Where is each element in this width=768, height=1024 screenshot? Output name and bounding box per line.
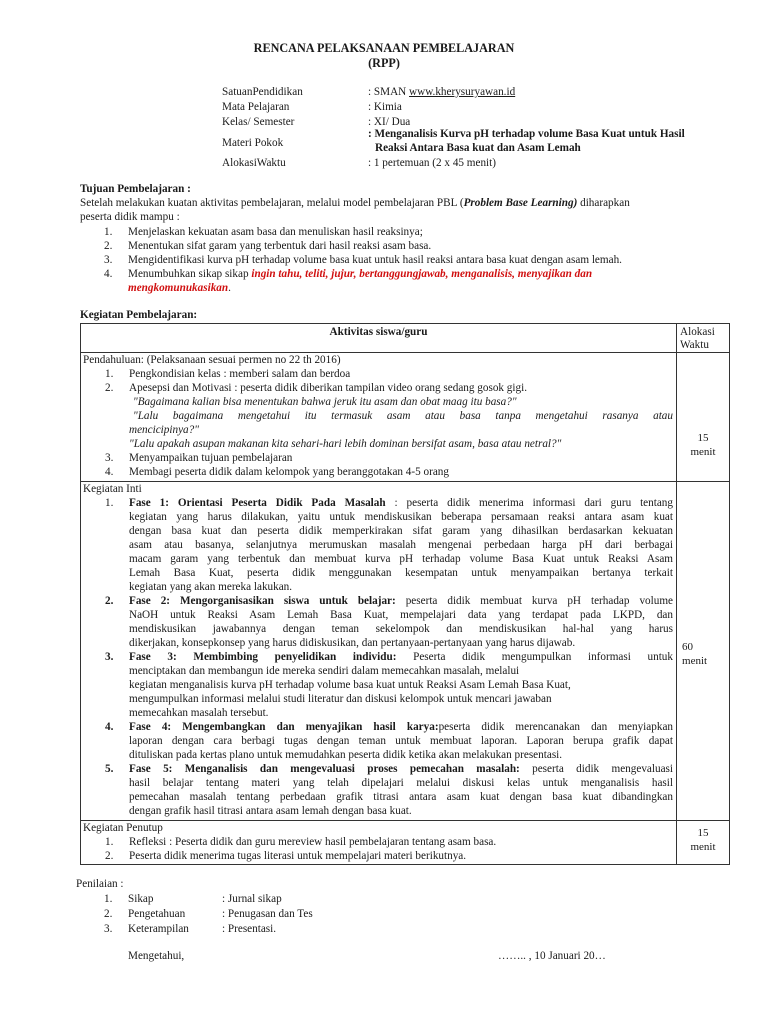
tujuan-item-red-text: ingin tahu, teliti, jujur, bertanggungjawab, menganalisis, menyajikan dan [251, 268, 593, 280]
tujuan-item-continued [128, 282, 231, 295]
fase-3-title: Fase 3: Membimbing penyelidikan individu: [129, 651, 397, 663]
cell-pendahuluan-time [677, 353, 730, 482]
activity-table [80, 323, 730, 865]
identity-value-materi-line1: : Menganalisis Kurva pH terhadap volume Basa Kuat untuk Hasil [368, 128, 685, 140]
pendahuluan-item: Pengkondisian kelas : memberi salam dan berdoa [129, 368, 351, 380]
identity-label-kelas: Kelas/ Semester [222, 116, 295, 128]
inti-title: Kegiatan Inti [83, 483, 142, 495]
penutup-item: Refleksi : Peserta didik dan guru mereview hasil pembelajaran tentang asam basa. [129, 836, 497, 848]
identity-value-materi-line2: Reaksi Antara Basa kuat dan Asam Lemah [375, 142, 581, 154]
identity-value-mapel: : Kimia [368, 101, 402, 113]
tujuan-intro-line2: peserta didik mampu : [80, 211, 180, 223]
penutup-title: Kegiatan Penutup [83, 822, 163, 834]
fase-5-line: dengan grafik hasil titrasi antara asam lemah dengan basa kuat. [129, 805, 412, 817]
penilaian-num: 2. [104, 908, 113, 920]
pendahuluan-title: Pendahuluan: (Pelaksanaan sesuai permen no 22 th 2016) [83, 354, 341, 366]
fase-5-title: Fase 5: Menganalisis dan mengevaluasi proses pemecahan masalah: [129, 763, 520, 775]
time-value: 15 [697, 432, 709, 444]
header-cell-activity [81, 324, 677, 353]
time-unit: menit [690, 446, 716, 458]
cell-inti-time [677, 482, 730, 821]
penilaian-num: 1. [104, 893, 113, 905]
list-number: 2. [105, 595, 114, 607]
tujuan-intro-model: Problem Base Learning) [463, 197, 578, 209]
tujuan-item: Menjelaskan kekuatan asam basa dan menuliskan hasil reaksinya; [128, 226, 423, 238]
fase-3-first-line [129, 651, 673, 664]
fase-1-line: kegiatan yang harus dilakukan, yaitu untuk mendiskusikan beberapa persamaan reaksi antara asam kuat [129, 511, 673, 523]
time-unit: menit [682, 655, 708, 667]
fase-4-text: peserta didik merencanakan dan menyiapkan [438, 721, 674, 733]
fase-1-line: macam garam yang terbentuk dan membuat kurva pH terhadap volume Basa Kuat untuk Reaksi Asam [129, 553, 673, 565]
fase-5-text: peserta didik mengevaluasi [519, 763, 674, 775]
list-number: 3. [105, 651, 114, 663]
time-unit: menit [690, 841, 716, 853]
tujuan-item [128, 268, 592, 281]
list-number: 2. [105, 850, 114, 862]
fase-3-line: menciptakan dan membangun ide mereka sendiri dalam memecahkan masalah, melalui [129, 665, 520, 677]
identity-label-mapel: Mata Pelajaran [222, 101, 290, 113]
list-number: 1. [105, 497, 114, 509]
time-value: 15 [697, 827, 709, 839]
pendahuluan-item: Membagi peserta didik dalam kelompok yang beranggotakan 4-5 orang [129, 466, 449, 478]
column-header-time-2: Waktu [680, 339, 709, 351]
pendahuluan-question: "Bagaimana kalian bisa menentukan bahwa jeruk itu asam dan obat maag itu basa?" [133, 396, 517, 408]
document-subtitle: (RPP) [368, 56, 400, 70]
pendahuluan-question-cont: mencicipinya?" [129, 424, 199, 436]
cell-pendahuluan [81, 353, 677, 482]
fase-4-line: laporan dengan cara berbagi tugas dengan teman untuk membuat laporan. Laporan berupa grafik dapat [129, 735, 673, 747]
fase-2-first-line [129, 595, 673, 608]
kegiatan-heading: Kegiatan Pembelajaran: [80, 309, 198, 321]
identity-label-alokasi: AlokasiWaktu [222, 157, 286, 169]
pendahuluan-question: "Lalu apakah asupan makanan kita sehari-hari lebih dominan bersifat asam, basa atau netral?" [129, 438, 562, 450]
identity-value-alokasi: : 1 pertemuan (2 x 45 menit) [368, 157, 497, 169]
list-number: 4. [105, 466, 114, 478]
penutup-item: Peserta didik menerima tugas literasi untuk mempelajari materi berikutnya. [129, 850, 467, 862]
penilaian-value: : Jurnal sikap [222, 893, 282, 905]
fase-2-text: peserta didik membuat kurva pH terhadap volume [395, 595, 673, 607]
fase-1-first-line [129, 497, 673, 510]
signature-date: …….. , 10 Januari 20… [498, 950, 606, 962]
pendahuluan-item: Apesepsi dan Motivasi : peserta didik diberikan tampilan video orang sedang gosok gigi. [129, 382, 528, 394]
time-value: 60 [682, 641, 694, 653]
identity-value-prefix: : SMAN [368, 86, 410, 98]
cell-penutup-time [677, 821, 730, 865]
list-number: 5. [105, 763, 114, 775]
cell-penutup [81, 821, 677, 865]
fase-4-title: Fase 4: Mengembangkan dan menyajikan hasil karya: [129, 721, 439, 733]
fase-5-line: pemecahan masalah tentang perbedaan grafik titrasi antara asam kuat dengan basa kuat dibandingkan [129, 791, 673, 803]
table-row-inti [81, 482, 730, 821]
table-row-penutup [81, 821, 730, 865]
tujuan-item-text: Menumbuhkan sikap sikap [128, 268, 252, 280]
identity-label-materi: Materi Pokok [222, 137, 284, 149]
tujuan-item: Menentukan sifat garam yang terbentuk dari hasil reaksi asam basa. [128, 240, 432, 252]
cell-inti [81, 482, 677, 821]
fase-3-text: Peserta didik mengumpulkan informasi untuk [396, 651, 673, 663]
document-title: RENCANA PELAKSANAAN PEMBELAJARAN [253, 41, 515, 55]
website-link[interactable]: www.kherysuryawan.id [409, 86, 516, 98]
list-number: 1. [105, 836, 114, 848]
tujuan-item-end: . [228, 282, 231, 294]
list-number: 2. [105, 382, 114, 394]
penilaian-label: Keterampilan [128, 923, 189, 935]
fase-3-line: memecahkan masalah tersebut. [129, 707, 269, 719]
penilaian-heading: Penilaian : [76, 878, 124, 890]
fase-3-line: kegiatan menganalisis kurva pH terhadap volume basa kuat untuk Reaksi Asam Lemah Basa Kuat, [129, 679, 571, 691]
fase-5-first-line [129, 763, 673, 776]
fase-4-first-line [129, 721, 673, 734]
table-header-row [81, 324, 730, 353]
list-number: 1. [105, 368, 114, 380]
pendahuluan-question: "Lalu bagaimana mengetahui itu termasuk asam atau basa tanpa mengetahui rasanya atau [133, 410, 673, 422]
fase-2-line: mendiskusikan jawabannya dengan teman sekelompok dan mendiskusikan hal-hal yang harus [129, 623, 673, 635]
tujuan-intro-line1 [80, 197, 630, 210]
identity-label-satuan: SatuanPendidikan [222, 86, 303, 98]
tujuan-item-red-text: mengkomunukasikan [128, 282, 229, 294]
list-number: 3. [105, 452, 114, 464]
fase-1-title: Fase 1: Orientasi Peserta Didik Pada Masalah [129, 497, 386, 509]
penilaian-value: : Penugasan dan Tes [222, 908, 313, 920]
penilaian-value: : Presentasi. [222, 923, 277, 935]
penilaian-num: 3. [104, 923, 113, 935]
signature-mengetahui: Mengetahui, [128, 950, 185, 962]
fase-2-line: NaOH untuk Reaksi Asam Lemah Basa Kuat, mempelajari data yang terdapat pada LKPD, dan [129, 609, 673, 621]
tujuan-item-num: 2. [104, 240, 113, 252]
header-cell-time [677, 324, 730, 353]
identity-value-satuan [368, 86, 515, 99]
fase-1-line: kegiatan yang akan mereka lakukan. [129, 581, 293, 593]
column-header-activity: Aktivitas siswa/guru [329, 326, 428, 338]
tujuan-item: Mengidentifikasi kurva pH terhadap volume basa kuat untuk hasil reaksi antara basa kuat dengan asam lemah. [128, 254, 622, 266]
fase-3-line: mengumpulkan informasi melalui studi literatur dan diskusi kelompok untuk mencari jawaban [129, 693, 552, 705]
tujuan-intro-end: diharapkan [577, 197, 630, 209]
list-number: 4. [105, 721, 114, 733]
fase-1-text: : peserta didik menerima informasi dari guru tentang [385, 497, 673, 509]
fase-2-line: dikerjakan, konsepkonsep yang harus didiskusikan, dan pertanyaan-pertanyaan yang harus dijawab. [129, 637, 576, 649]
table-row-pendahuluan [81, 353, 730, 482]
identity-value-kelas: : XI/ Dua [368, 116, 411, 128]
tujuan-item-num: 1. [104, 226, 113, 238]
fase-2-title: Fase 2: Mengorganisasikan siswa untuk belajar: [129, 595, 396, 607]
tujuan-item-num: 4. [104, 268, 113, 280]
tujuan-intro-text: Setelah melakukan kuatan aktivitas pembelajaran, melalui model pembelajaran PBL ( [80, 197, 464, 209]
tujuan-heading: Tujuan Pembelajaran : [80, 183, 191, 195]
fase-1-line: dengan basa kuat dan peserta didik memperkirakan sifat garam yang dihasilkan berdasarkan kekuatan [129, 525, 673, 537]
penilaian-label: Pengetahuan [128, 908, 186, 920]
fase-5-line: hasil belajar tentang materi yang telah dipelajari melalui diskusi kelas untuk menganalisis hasil [129, 777, 673, 789]
tujuan-item-num: 3. [104, 254, 113, 266]
penilaian-label: Sikap [128, 893, 154, 905]
fase-1-line: asam atau basanya, selanjutnya merumuskan masalah mengenai perbedaan harga pH dari berbagai [129, 539, 673, 551]
fase-1-line: Lemah Basa Kuat, peserta didik menggunakan kesempatan untuk menyampaikan bertanya terkait [129, 567, 673, 579]
column-header-time-1: Alokasi [680, 326, 715, 338]
pendahuluan-item: Menyampaikan tujuan pembelajaran [129, 452, 293, 464]
fase-4-line: dituliskan pada kertas plano untuk memudahkan peserta didik ketika akan melakukan presentasi. [129, 749, 563, 761]
